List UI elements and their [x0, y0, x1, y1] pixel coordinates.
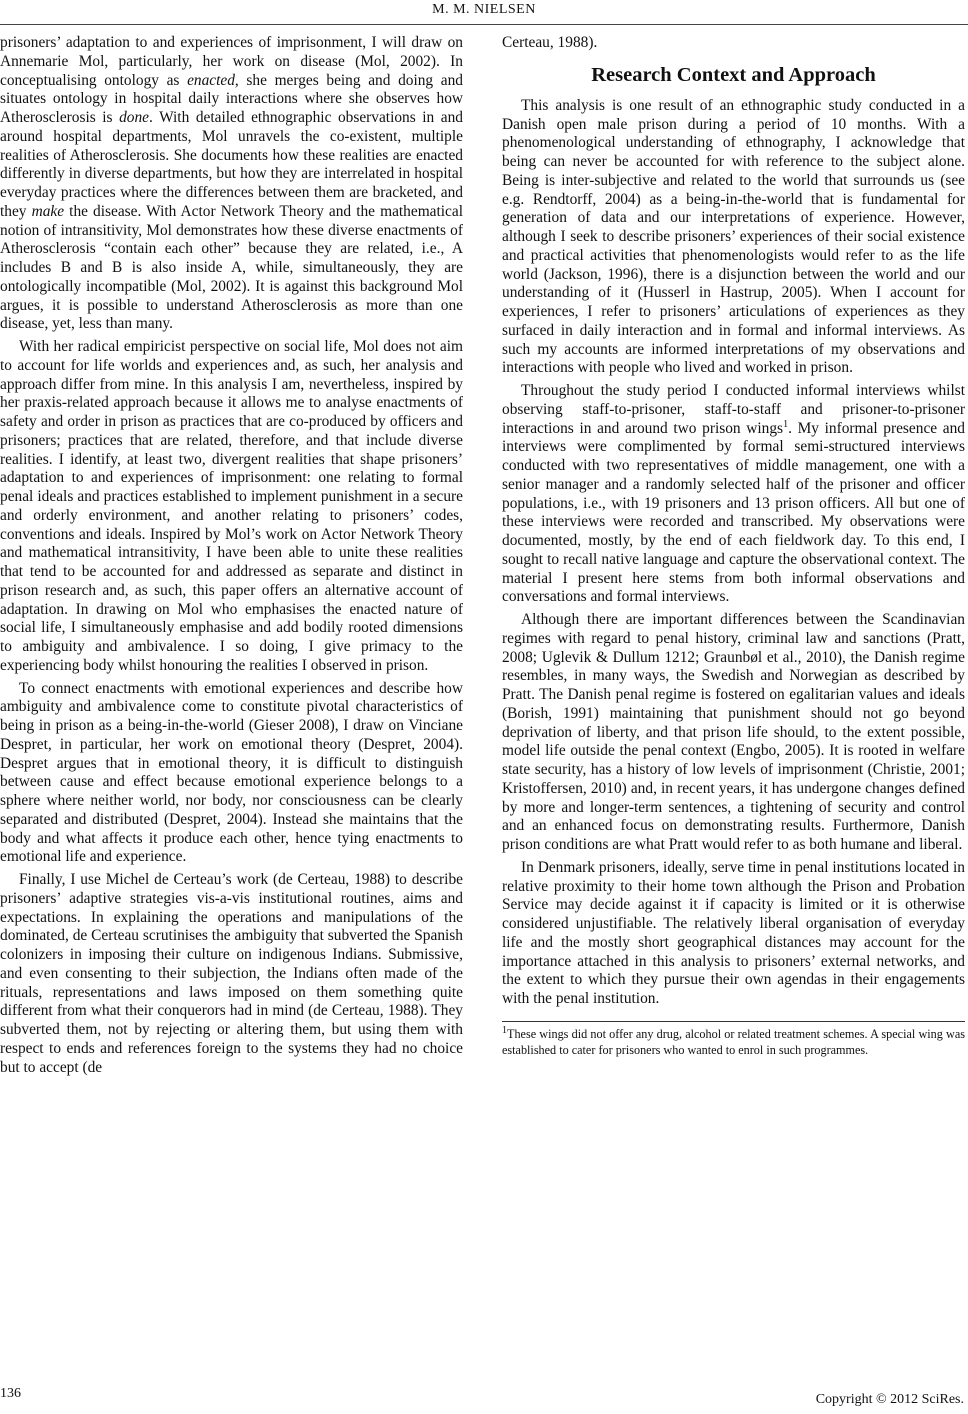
- text-run: , she merges being and doing and situates ontology in hospital daily interactions where she observes how Atherosclerosis is: [0, 71, 463, 126]
- paragraph: Finally, I use Michel de Certeau’s work (de Certeau, 1988) to describe prisoners’ adaptive strategies vis-a-vis institutional routines, aims and expectations. In explaining the operations and manipulations of the dominated, de Certeau scrutinises the ambiguity that subverted the Spanish colonizers in imposing their culture on indigenous Indians. Submissive, and even consenting to their subjection, the Indians often made of the rituals, representations and laws imposed on them something quite different from what their conquerors had in mind (de Certeau, 1988). They subverted them, not by rejecting or altering them, but using them with respect to ends and references foreign to the systems they had no choice but to accept (de: [0, 871, 463, 1076]
- paragraph: In Denmark prisoners, ideally, serve time in penal institutions located in relative proximity to their home town although the Prison and Probation Service may decide against it if capacity is limited or it is otherwise considered unjustifiable. The relatively liberal organisation of everyday life and the mostly short geographical distances may account for the importance attached in this analysis to prisoners’ external networks, and the extent to which they pursue their own agendas in their engagements with the penal institution.: [502, 858, 965, 1007]
- running-header: M. M. NIELSEN: [432, 2, 536, 17]
- paragraph: This analysis is one result of an ethnographic study conducted in a Danish open male prison during a period of 10 months. With a phenomenological understanding of ethnography, I acknowledge that being can never be accounted for with reference to the subject alone. Being is inter-subjective and related to the world that surrounds us (see e.g. Rendtorff, 2004) as a being-in-the-world that is fundamental for generation of data and our interpretations of experience. However, although I seek to describe prisoners’ experiences of their social existence and practical activities that phenomenologists would refer to as the life world (Jackson, 1996), there is a disjunction between the world and our understanding of it (Husserl in Hastrup, 2005). When I account for experiences, I refer to prisoners’ articulations of experiences as they surfaced in daily interaction and in formal and informal interviews. As such my accounts are informed interpretations of my observations and interactions with people who lived and worked in prison.: [502, 96, 965, 377]
- text-run: . With detailed ethnographic observations in and around hospital departments, Mol unravels the co-existent, multiple realities of Atherosclerosis. She documents how these realities are enacted differently in diverse departments, but how they are interrelated in hospital everyday practices where the differences between them are bracketed, and they: [0, 109, 464, 220]
- paragraph: With her radical empiricist perspective on social life, Mol does not aim to account for life worlds and experiences and, as such, her analysis and approach differ from mine. In this analysis I am, nevertheless, inspired by her praxis-related approach because it allows me to analyse enactments of safety and order in prison as practices that are co-produced by officers and prisoners; practices that are related, therefore, and that include diverse realities. I identify, at least two, divergent realities that shape prisoners’ adaptation to and experiences of imprisonment: one relating to formal penal ideals and practices established to implement punishment in a secure and orderly environment, and another relating to prisoners’ codes, conventions and ideals. Inspired by Mol’s work on Actor Network Theory and mathematical intransitivity, I have been able to unite these realities that tend to be accounted for and addressed as separate and distinct in prison research and, as such, this paper offers an alternative account of adaptation. In drawing on Mol who emphasises the enacted nature of social life, I simultaneously emphasise and add bodily rooted dimensions to ambiguity and ambivalence. I so doing, I give primacy to the experiencing body whilst honouring the realities I observed in prison.: [0, 338, 463, 674]
- footnote-ref[interactable]: 1: [783, 418, 789, 430]
- text-run: the disease. With Actor Network Theory and the mathematical notion of intransitivity, Mol demonstrates how these diverse enactments of Atherosclerosis “contain each other” because they are related, i.e., A includes B and B is also inside A, while, simultaneously, they are ontologically incompatible (Mol, 2002). It is against this background Mol argues, it is possible to understand Atherosclerosis as more than one disease, yet, less than many.: [0, 202, 463, 333]
- right-column: [502, 34, 965, 1058]
- text-run: Throughout the study period I conducted informal interviews whilst observing staff-to-prisoner, staff-to-staff and prisoner-to-prisoner interactions in and around two prison wings: [502, 382, 965, 437]
- paragraph: To connect enactments with emotional experiences and describe how ambiguity and ambivalence come to constitute pivotal characteristics of being in prison as a being-in-the-world (Gieser 2008), I draw on Vinciane Despret, in particular, her work on emotional theory (Despret, 2004). Despret argues that in emotional theory, it is difficult to distinguish between cause and effect because emotional experience belongs to a sphere where neither world, nor body, nor consciousness can be clearly separated and distributed (Despret, 2004). Instead she maintains that the body and what affects it produce each other, hence tying enactments to emotional life and experience.: [0, 679, 463, 866]
- footnote-marker: 1: [502, 1024, 507, 1036]
- italic-term: done: [119, 109, 150, 126]
- page-number: 136: [0, 1386, 21, 1401]
- paragraph: [0, 34, 463, 334]
- copyright: Copyright © 2012 SciRes.: [815, 1392, 964, 1407]
- footnote: [502, 1026, 965, 1058]
- left-column: [0, 34, 463, 1081]
- paragraph: Although there are important differences between the Scandinavian regimes with regard to penal history, criminal law and sanctions (Pratt, 2008; Uglevik & Dullum 1212; Graunbøl et al., 2010), the Danish regime resembles, in many ways, the Swedish and Norwegian as described by Pratt. The Danish penal regime is fostered on egalitarian values and ideals (Borish, 1991) maintaining that punishment should not go beyond deprivation of liberty, and that prison life should, to the extent possible, model life outside the penal context (Engbo, 2005). It is rooted in welfare state security, has a history of low levels of imprisonment (Christie, 2001; Kristoffersen, 2010) and, in recent years, it has undergone changes defined by more and longer-term sentences, a tightening of security and control and an enhanced focus on demonstrating results. Furthermore, Danish prison conditions are what Pratt would refer to as both humane and liberal.: [502, 611, 965, 853]
- text-run: prisoners’ adaptation to and experiences of imprisonment, I will draw on Annemarie Mol, particularly, her work on disease (Mol, 2002). In conceptualising ontology as: [0, 34, 463, 89]
- italic-term: enacted: [187, 71, 235, 89]
- section-heading: Research Context and Approach: [591, 63, 876, 86]
- header-rule: [0, 24, 968, 25]
- italic-term: make: [31, 202, 65, 220]
- text-run: . My informal presence and interviews were complimented by formal semi-structured interviews conducted with two representatives of middle management, one with a senior manager and a randomly selected half of the prisoner and officer populations, i.e., with 19 prisoners and 13 prison officers. All but one of these interviews were recorded and transcribed. My observations were documented, mostly, by the end of each fieldwork day. To this end, I sought to recall native language and capture the observational context. The material I present here stems from both informal observations and conversations and formal interviews.: [502, 419, 965, 606]
- paragraph: [502, 382, 965, 607]
- footnote-rule: [502, 1021, 965, 1022]
- footnote-text: These wings did not offer any drug, alcohol or related treatment schemes. A special wing was established to cater for prisoners who wanted to enrol in such programmes.: [502, 1026, 965, 1057]
- paragraph: Certeau, 1988).: [502, 34, 598, 51]
